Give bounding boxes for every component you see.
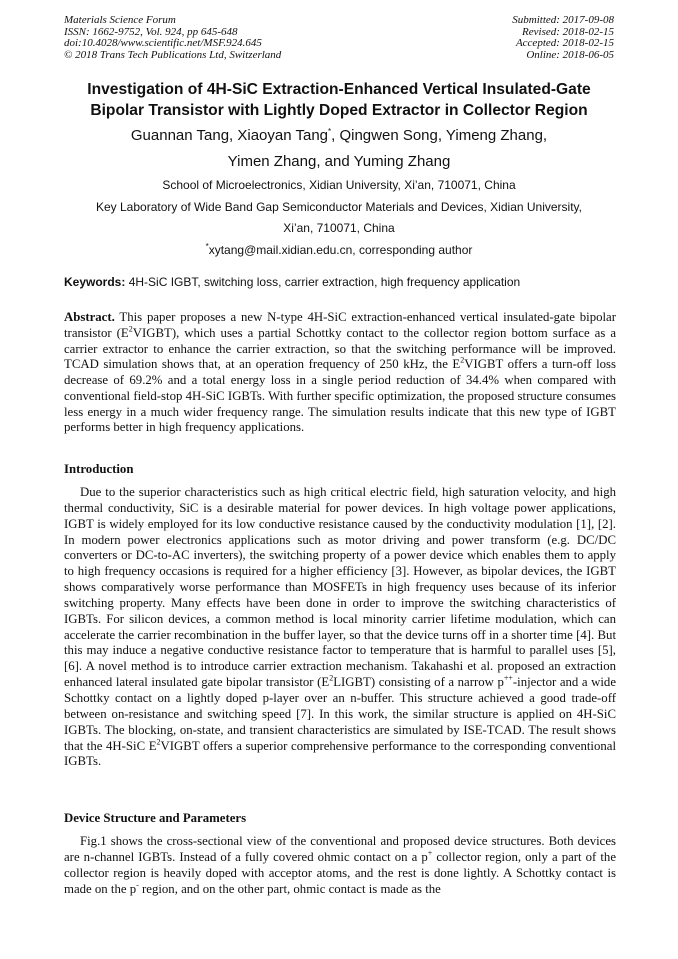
journal-copyright: © 2018 Trans Tech Publications Ltd, Switzerland (64, 48, 282, 61)
corresponding-mark: * (328, 127, 332, 136)
intro-text-3: -injector and a wide Schottky contact on a lightly doped p-layer over an n-buffer. This structure achieved a good trade-off between on-resistance and switching speed [7]. In this work, the similar structure is applied on 4H-SiC IGBTs. The blocking, on-state, and transient characteristics are simulated by ISE-TCAD. The result shows that the 4H-SiC E (64, 675, 616, 753)
keywords-text: 4H-SiC IGBT, switching loss, carrier extraction, high frequency application (125, 275, 521, 289)
intro-sup-2: ++ (503, 673, 513, 683)
intro-text-4: VIGBT offers a superior comprehensive performance to the corresponding conventional IGBTs. (64, 738, 616, 769)
device-structure-heading: Device Structure and Parameters (64, 811, 247, 825)
date-accepted: Accepted: 2018-02-15 (515, 37, 614, 50)
device-text-3: region, and on the other part, ohmic contact is made as the (138, 881, 441, 896)
paper-title (40, 79, 638, 121)
title-line-2: Bipolar Transistor with Lightly Doped Extractor in Collector Region (90, 102, 588, 119)
journal-doi: doi:10.4028/www.scientific.net/MSF.924.645 (64, 37, 262, 50)
affiliation-2-city: Xi’an, 710071, China (283, 221, 395, 235)
affiliation-1: School of Microelectronics, Xidian University, Xi’an, 710071, China (162, 178, 516, 192)
date-submitted: Submitted: 2017-09-08 (512, 14, 614, 26)
abstract-text-3: VIGBT offers a turn-off loss decrease of 69.2% and a total energy loss in a single period reduction of 34.4% when compared with conventional field-stop 4H-SiC IGBTs. With further specific optimization, the proposed structure consumes less energy in a much wider frequency range. The simulation results indicate that this new type of IGBT performs better in high frequency applications. (64, 357, 617, 435)
device-text-1: Fig.1 shows the cross-sectional view of the conventional and proposed device structures. Both devices are n-channel IGBTs. Instead of a fully covered ohmic contact on a p (64, 834, 616, 864)
introduction-heading: Introduction (64, 462, 134, 476)
intro-text-2: LIGBT) consisting of a narrow p (333, 675, 504, 690)
keywords-label: Keywords: (64, 275, 126, 289)
author-line-2: Yimen Zhang, and Yuming Zhang (227, 153, 451, 170)
date-revised: Revised: 2018-02-15 (522, 25, 614, 38)
intro-text-1: Due to the superior characteristics such as high critical electric field, high saturation velocity, and high thermal conductivity, SiC is a desirable material for power devices. In high voltage power applications, IGBT is widely employed for its low conductive resistance caused by the conductivity modulation [1], [2]. In modern power electronics applications such as motor driving and power transform (e.g. DC/DC converters or DC-to-AC inverters), the switching property of a power device which enables them to apply to high frequency occasions is required for a higher efficiency [3]. However, as bipolar devices, the IGBT shows comparatively worse performance than MOSFETs in high frequency uses because of its inferior switching property. Many effects have been done in order to improve the switching characteristics of IGBTs. For silicon devices, a common method is local minority carrier lifetime modulation, which can accelerate the carrier recombination in the buffer layer, so that the device turns off in a shorter time [4]. But this may induce a negative conductive resistance factor to temperature that is harmful to parallel uses [5], [6]. A novel method is to introduce carrier extraction mechanism. Takahashi et al. proposed an extraction enhanced lateral insulated gate bipolar transistor (E (64, 485, 616, 690)
authors-part-2: , Qingwen Song, Yimeng Zhang, (331, 127, 548, 144)
date-online: Online: 2018-06-05 (526, 48, 614, 61)
title-line-1: Investigation of 4H-SiC Extraction-Enhanced Vertical Insulated-Gate (87, 81, 591, 98)
device-sup-2: - (136, 880, 139, 890)
keywords (64, 274, 616, 290)
intro-sup-1: 2 (329, 673, 334, 683)
device-sup-1: + (427, 848, 433, 858)
introduction-paragraph (64, 485, 616, 770)
author-list (40, 123, 638, 175)
intro-sup-3: 2 (156, 737, 161, 747)
abstract (64, 310, 616, 436)
journal-issn: ISSN: 1662-9752, Vol. 924, pp 645-648 (64, 25, 238, 38)
abstract-text-2: VIGBT), which uses a partial Schottky contact to the collector region bottom surface as a carrier extractor to enhance the carrier extraction, so that the switching performance will be improved. TCAD simulation shows that, at an operation frequency of 250 kHz, the E (64, 325, 617, 372)
email-text: xytang@mail.xidian.edu.cn, corresponding author (208, 242, 473, 257)
submission-dates (512, 15, 614, 61)
abstract-sup-1: 2 (128, 324, 133, 334)
abstract-sup-2: 2 (460, 355, 465, 365)
email-mark: * (205, 241, 209, 251)
authors-part-1: Guannan Tang, Xiaoyan Tang (130, 127, 328, 144)
abstract-text-1: This paper proposes a new N-type 4H-SiC extraction-enhanced vertical insulated-gate bipolar transistor (E (64, 310, 616, 340)
journal-info (64, 15, 281, 61)
affiliation-2: Key Laboratory of Wide Band Gap Semiconductor Materials and Devices, Xidian University, (95, 199, 582, 214)
journal-name: Materials Science Forum (64, 14, 176, 26)
corresponding-email (40, 240, 638, 262)
device-structure-paragraph (64, 834, 616, 897)
author-line-1 (40, 123, 638, 149)
device-text-2: collector region, only a part of the collector region is heavily doped with acceptor atoms, and the rest is done lightly. A Schottky contact is made on the p (64, 849, 617, 896)
affiliations (40, 175, 638, 261)
abstract-label: Abstract. (64, 310, 115, 324)
